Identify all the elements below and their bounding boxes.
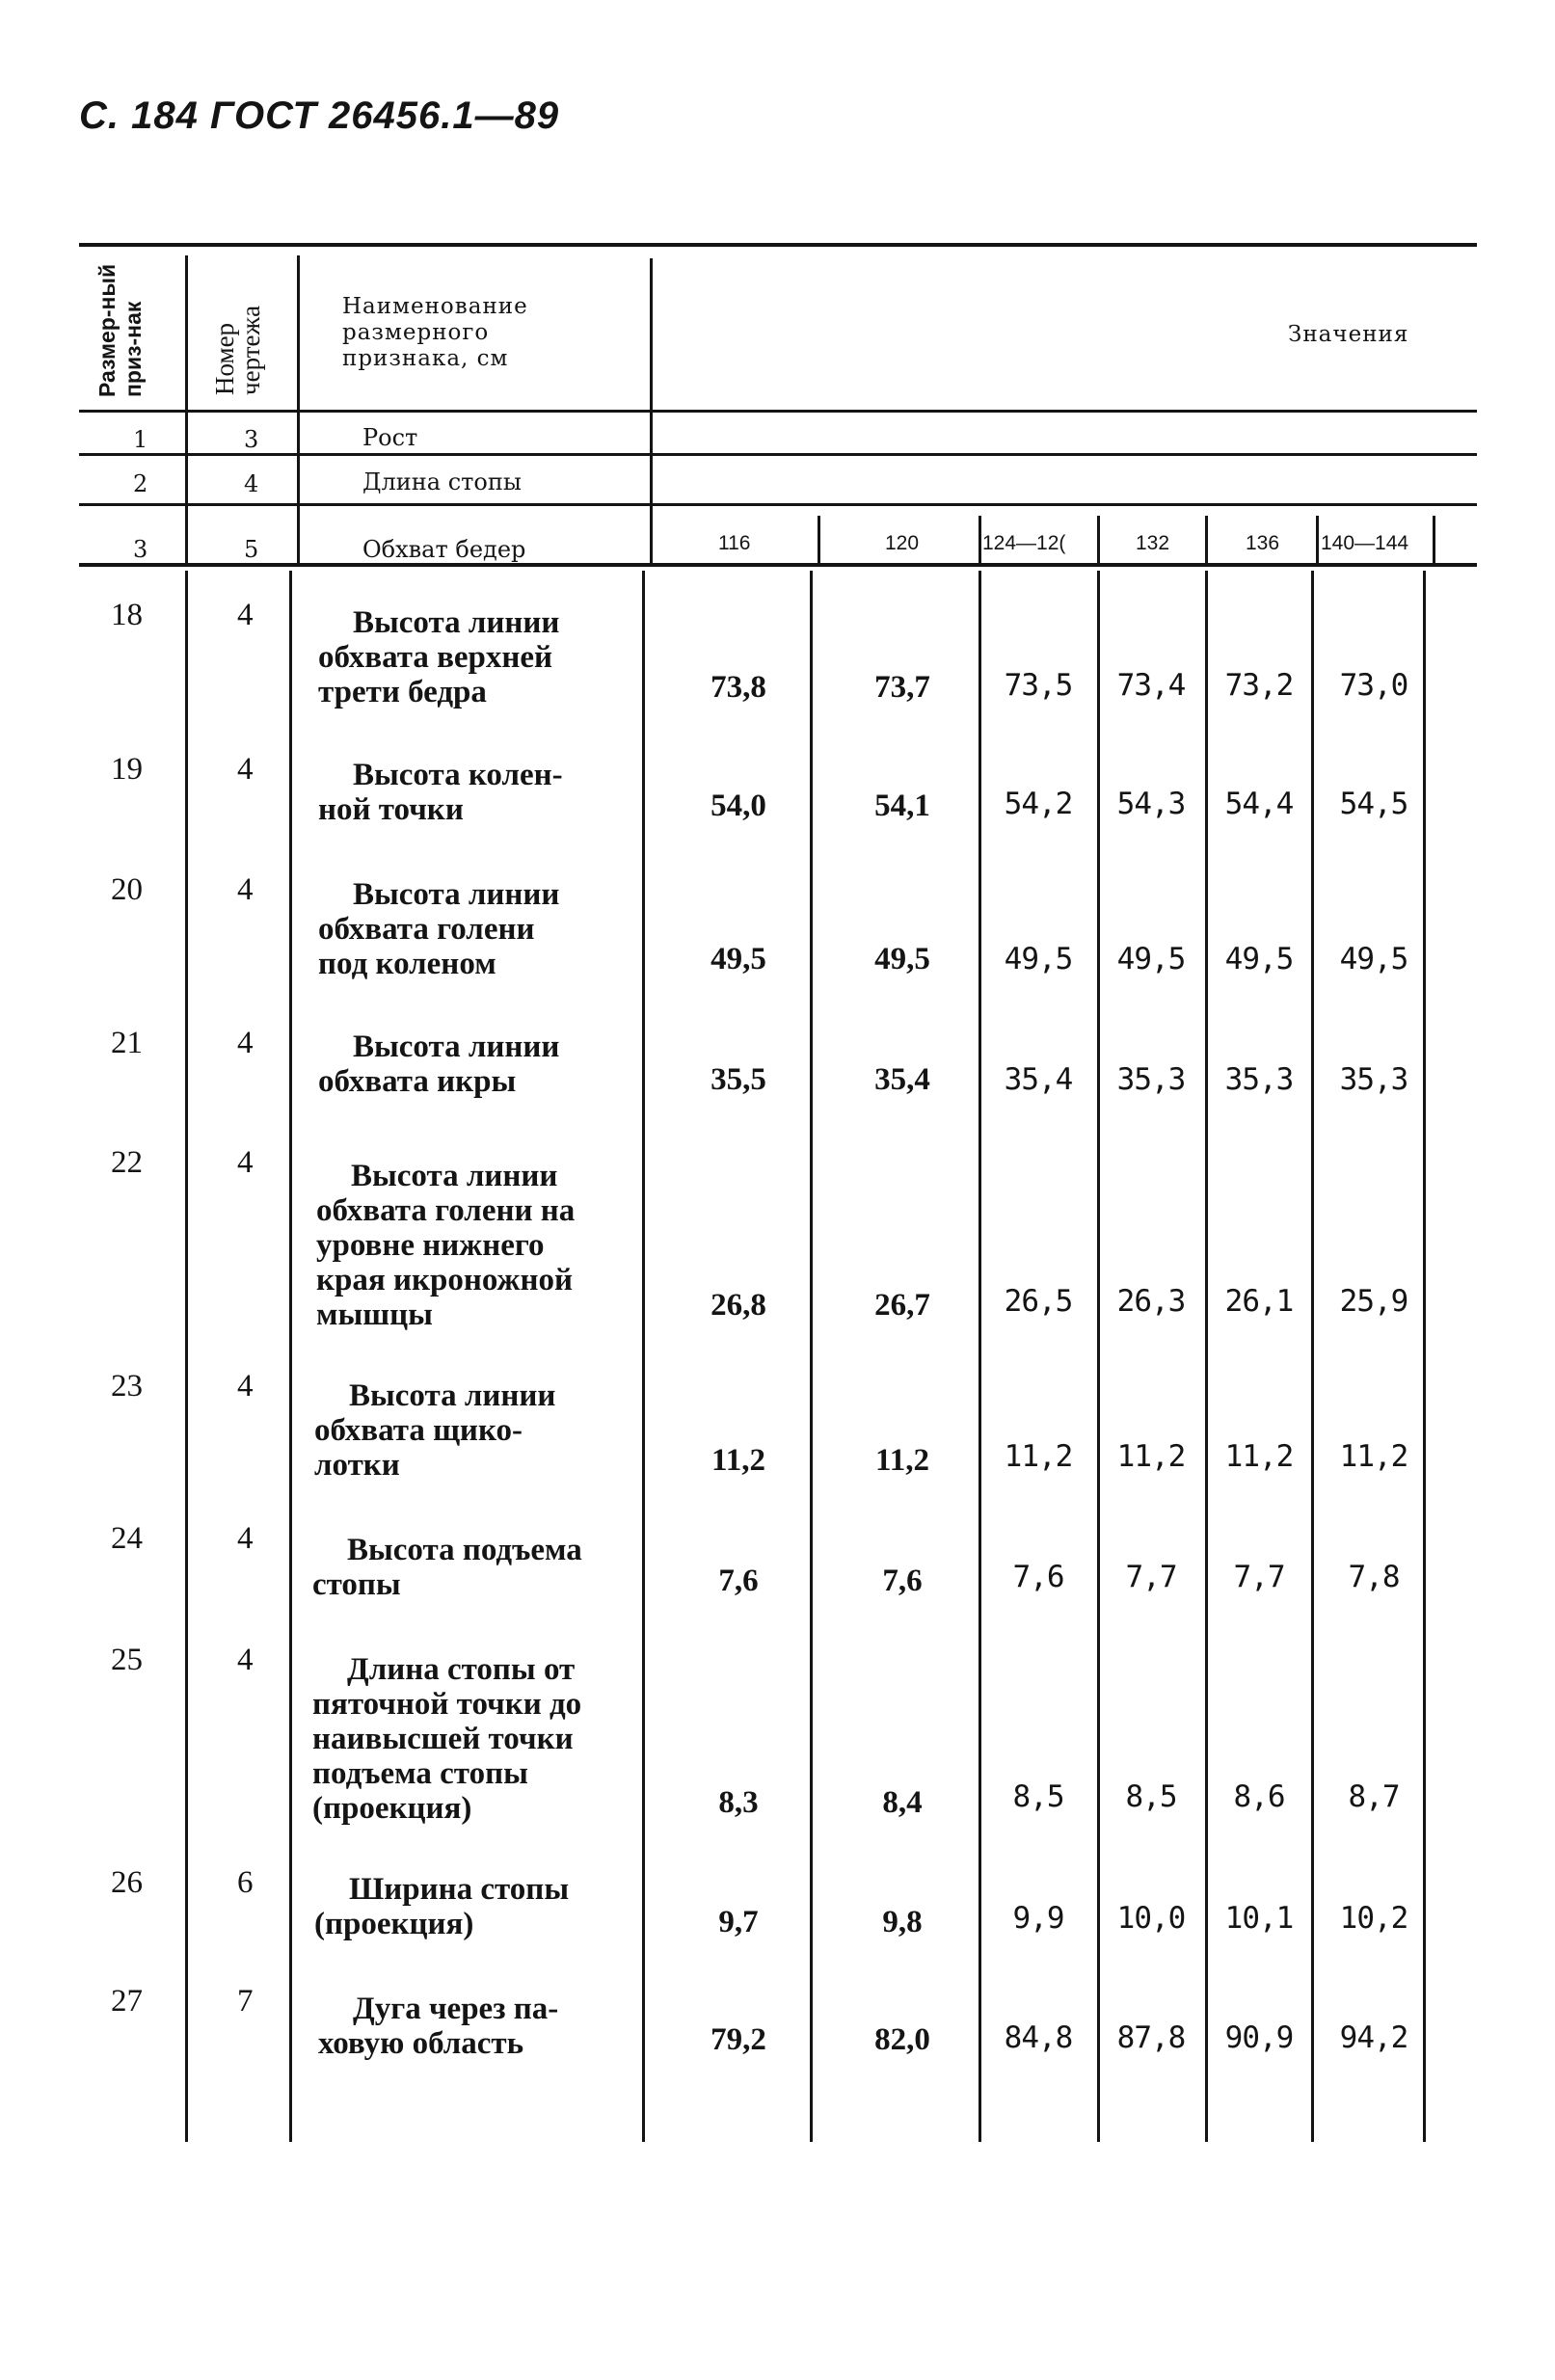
value-cell: 84,8	[1004, 2020, 1073, 2055]
hip-value: 116	[718, 532, 751, 554]
row-name: Дуга через па- ховую область	[318, 1992, 559, 2061]
value-cell: 54,5	[1339, 787, 1408, 821]
value-cell: 73,0	[1339, 668, 1408, 703]
row-figure: 4	[237, 1369, 254, 1404]
row-number: 26	[111, 1865, 143, 1900]
header-rule	[79, 410, 1477, 413]
column-rule	[810, 571, 813, 2142]
row-figure: 4	[237, 872, 254, 907]
value-cell: 35,5	[710, 1062, 766, 1097]
value-cell: 11,2	[711, 1443, 765, 1478]
name-column-header-line: признака, см	[342, 346, 509, 371]
name-column-header-line: Наименование	[342, 294, 528, 319]
head-row-name: Рост	[362, 424, 418, 451]
row-figure: 4	[237, 598, 254, 632]
value-cell: 11,2	[1004, 1439, 1073, 1474]
value-cell: 35,3	[1116, 1062, 1186, 1097]
row-number: 19	[111, 752, 143, 787]
value-cell: 49,5	[1339, 942, 1408, 976]
row-figure: 7	[237, 1984, 254, 2019]
row-number: 24	[111, 1521, 143, 1556]
row-figure: 4	[237, 1521, 254, 1556]
head-row-name: Обхват бедер	[362, 536, 526, 563]
column-rule	[1097, 516, 1100, 564]
value-cell: 8,5	[1012, 1779, 1064, 1814]
column-rule	[979, 516, 981, 564]
value-cell: 11,2	[875, 1443, 929, 1478]
value-cell: 10,1	[1224, 1901, 1294, 1936]
row-name: Высота колен- ной точки	[318, 758, 563, 827]
value-cell: 82,0	[874, 2022, 930, 2057]
column-rule	[1205, 516, 1208, 564]
value-cell: 26,5	[1004, 1284, 1073, 1319]
hip-value: 132	[1136, 532, 1170, 554]
value-cell: 9,7	[718, 1905, 759, 1939]
value-cell: 49,5	[1116, 942, 1186, 976]
page-header: С. 184 ГОСТ 26456.1—89	[79, 94, 560, 137]
row-number: 20	[111, 872, 143, 907]
value-cell: 26,3	[1116, 1284, 1186, 1319]
value-cell: 35,3	[1339, 1062, 1408, 1097]
value-cell: 90,9	[1224, 2020, 1294, 2055]
header-rule	[79, 503, 1477, 506]
value-cell: 11,2	[1224, 1439, 1294, 1474]
row-name: Высота линии обхвата голени на уровне нижнего края икроножной мышцы	[316, 1159, 576, 1332]
row-name: Высота линии обхвата икры	[318, 1030, 560, 1099]
column-rule	[1433, 516, 1435, 564]
row-name: Ширина стопы (проекция)	[314, 1872, 570, 1941]
row-figure: 4	[237, 1145, 254, 1180]
value-cell: 8,6	[1233, 1779, 1285, 1814]
row-number: 23	[111, 1369, 143, 1404]
value-cell: 7,6	[718, 1564, 759, 1598]
value-cell: 73,7	[874, 670, 930, 705]
drawing-column-header-text: Номер чертежа	[210, 305, 265, 395]
value-cell: 54,1	[874, 789, 930, 823]
header-body-rule	[79, 563, 1477, 567]
value-cell: 49,5	[710, 942, 766, 976]
head-row-feature: 1	[133, 426, 148, 453]
value-cell: 11,2	[1116, 1439, 1186, 1474]
row-figure: 6	[237, 1865, 254, 1900]
row-figure: 4	[237, 752, 254, 787]
value-cell: 26,1	[1224, 1284, 1294, 1319]
head-row-feature: 3	[133, 536, 148, 563]
hip-value: 140—144	[1321, 532, 1409, 554]
value-cell: 79,2	[710, 2022, 766, 2057]
value-cell: 26,7	[874, 1288, 930, 1323]
row-number: 18	[111, 598, 143, 632]
value-cell: 73,4	[1116, 668, 1186, 703]
column-rule	[1316, 516, 1319, 564]
table-top-rule	[79, 243, 1477, 247]
header-rule	[79, 453, 1477, 456]
row-number: 21	[111, 1026, 143, 1060]
row-name: Длина стопы от пяточной точки до наивысшей точки подъема стопы (проекция)	[312, 1652, 582, 1826]
value-cell: 54,4	[1224, 787, 1294, 821]
row-number: 27	[111, 1984, 143, 2019]
head-row-drawing: 3	[244, 426, 259, 453]
value-cell: 7,7	[1233, 1560, 1285, 1594]
value-cell: 7,6	[882, 1564, 923, 1598]
hip-value: 120	[885, 532, 920, 554]
row-name: Высота подъема стопы	[312, 1533, 582, 1602]
feature-column-header	[94, 253, 147, 397]
column-rule	[185, 571, 188, 2142]
column-rule	[185, 255, 188, 564]
value-cell: 73,5	[1004, 668, 1073, 703]
head-row-name: Длина стопы	[362, 468, 522, 495]
value-cell: 8,3	[718, 1785, 759, 1820]
value-cell: 49,5	[1004, 942, 1073, 976]
values-column-header: Значения	[1288, 322, 1409, 347]
name-column-header	[342, 294, 528, 372]
head-row-drawing: 4	[244, 470, 259, 497]
value-cell: 35,4	[874, 1062, 930, 1097]
value-cell: 73,8	[710, 670, 766, 705]
value-cell: 54,0	[710, 789, 766, 823]
value-cell: 73,2	[1224, 668, 1294, 703]
drawing-column-header	[212, 270, 264, 395]
hip-value: 136	[1246, 532, 1280, 554]
value-cell: 10,2	[1339, 1901, 1408, 1936]
value-cell: 94,2	[1339, 2020, 1408, 2055]
name-column-header-line: размерного	[342, 320, 490, 345]
value-cell: 11,2	[1339, 1439, 1408, 1474]
row-name: Высота линии обхвата щико- лотки	[314, 1378, 556, 1483]
value-cell: 49,5	[1224, 942, 1294, 976]
value-cell: 54,3	[1116, 787, 1186, 821]
value-cell: 10,0	[1116, 1901, 1186, 1936]
head-row-feature: 2	[133, 470, 148, 497]
row-figure: 4	[237, 1643, 254, 1677]
value-cell: 87,8	[1116, 2020, 1186, 2055]
column-rule	[297, 255, 300, 564]
value-cell: 35,4	[1004, 1062, 1073, 1097]
row-number: 25	[111, 1643, 143, 1677]
column-rule	[650, 258, 653, 565]
column-rule	[818, 516, 820, 564]
column-rule	[642, 571, 645, 2142]
row-figure: 4	[237, 1026, 254, 1060]
value-cell: 7,8	[1348, 1560, 1400, 1594]
value-cell: 8,5	[1125, 1779, 1177, 1814]
value-cell: 49,5	[874, 942, 930, 976]
row-name: Высота линии обхвата верхней трети бедра	[318, 605, 560, 709]
feature-column-header-text: Размер-ный приз-нак	[94, 263, 146, 397]
value-cell: 9,9	[1012, 1901, 1064, 1936]
column-rule	[289, 571, 292, 2142]
value-cell: 8,4	[882, 1785, 923, 1820]
value-cell: 9,8	[882, 1905, 923, 1939]
value-cell: 25,9	[1339, 1284, 1408, 1319]
value-cell: 54,2	[1004, 787, 1073, 821]
row-number: 22	[111, 1145, 143, 1180]
value-cell: 8,7	[1348, 1779, 1400, 1814]
hip-value: 124—12(	[982, 532, 1066, 554]
value-cell: 26,8	[710, 1288, 766, 1323]
value-cell: 35,3	[1224, 1062, 1294, 1097]
value-cell: 7,6	[1012, 1560, 1064, 1594]
row-name: Высота линии обхвата голени под коленом	[318, 877, 560, 981]
head-row-drawing: 5	[244, 536, 259, 563]
value-cell: 7,7	[1125, 1560, 1177, 1594]
